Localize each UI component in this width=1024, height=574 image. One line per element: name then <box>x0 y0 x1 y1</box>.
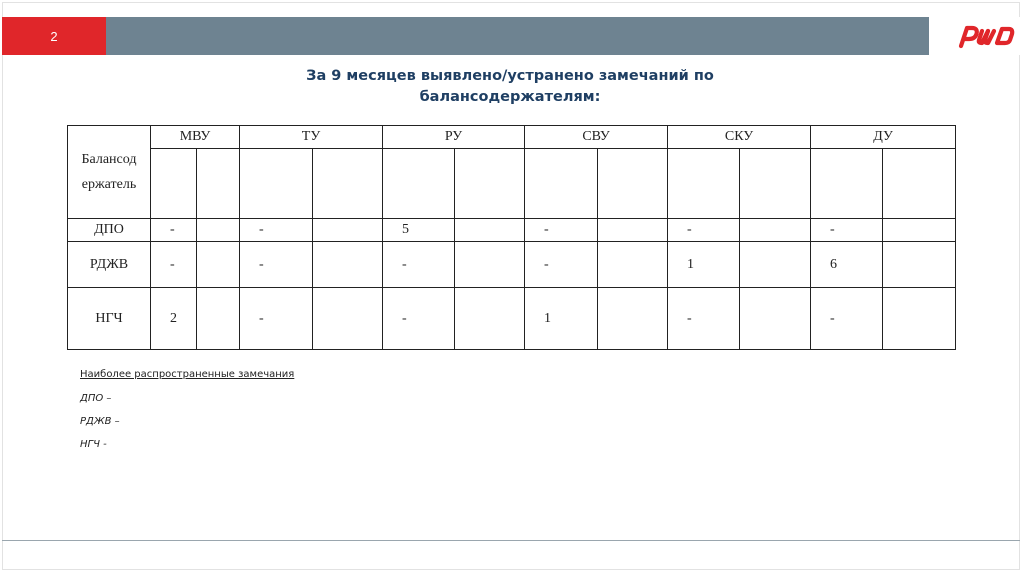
sub-cell <box>668 149 740 219</box>
cell-value: - <box>668 218 740 241</box>
page-title <box>230 66 790 108</box>
sub-cell <box>598 288 668 350</box>
cell-value: - <box>383 242 455 288</box>
sub-cell <box>740 288 811 350</box>
row-label: ДПО <box>68 218 151 241</box>
bottom-divider <box>2 540 1020 541</box>
sub-cell <box>883 218 956 241</box>
cell-value: 2 <box>151 288 197 350</box>
notes-section <box>80 369 294 462</box>
sub-cell <box>883 149 956 219</box>
table-row <box>68 288 956 350</box>
notes-heading: Наиболее распространенные замечания <box>80 369 295 380</box>
cell-value: 6 <box>811 242 883 288</box>
title-line-2: балансодержателям: <box>419 89 601 105</box>
row-label: НГЧ <box>68 288 151 350</box>
column-header-sku: СКУ <box>668 126 811 149</box>
sub-cell <box>313 242 383 288</box>
cell-value: - <box>668 288 740 350</box>
rzd-logo <box>929 17 1020 55</box>
sub-cell <box>598 149 668 219</box>
page-number: 2 <box>2 17 106 55</box>
cell-value: - <box>151 218 197 241</box>
sub-cell <box>598 242 668 288</box>
notes-item-rdzhv: РДЖВ – <box>80 416 120 427</box>
column-header-svu: СВУ <box>525 126 668 149</box>
sub-cell <box>455 218 525 241</box>
column-header-du: ДУ <box>811 126 956 149</box>
sub-cell <box>455 149 525 219</box>
cell-value: - <box>240 218 313 241</box>
cell-value: 5 <box>383 218 455 241</box>
sub-cell <box>197 242 240 288</box>
sub-cell <box>197 218 240 241</box>
sub-cell <box>455 242 525 288</box>
table-row <box>68 242 956 288</box>
sub-cell <box>740 242 811 288</box>
sub-cell <box>313 288 383 350</box>
table-row <box>68 218 956 241</box>
sub-cell <box>740 149 811 219</box>
cell-value: - <box>151 242 197 288</box>
sub-cell <box>811 149 883 219</box>
cell-value: - <box>525 242 598 288</box>
cell-value: - <box>525 218 598 241</box>
sub-cell <box>313 218 383 241</box>
sub-cell <box>197 149 240 219</box>
cell-value: - <box>811 218 883 241</box>
cell-value: - <box>240 242 313 288</box>
sub-cell <box>883 242 956 288</box>
sub-cell <box>313 149 383 219</box>
title-line-1: За 9 месяцев выявлено/устранено замечаний по <box>306 68 714 84</box>
sub-cell <box>240 149 313 219</box>
cell-value: - <box>240 288 313 350</box>
notes-item-ngch: НГЧ - <box>80 439 107 450</box>
sub-cell <box>883 288 956 350</box>
sub-cell <box>455 288 525 350</box>
balance-holder-table <box>67 125 956 350</box>
cell-value: 1 <box>525 288 598 350</box>
sub-cell <box>740 218 811 241</box>
notes-item-dpo: ДПО – <box>80 393 112 404</box>
row-label: РДЖВ <box>68 242 151 288</box>
sub-cell <box>383 149 455 219</box>
rzd-logo-icon <box>957 23 1017 49</box>
header-bar <box>2 17 1020 55</box>
column-header-ru: РУ <box>383 126 525 149</box>
cell-value: - <box>811 288 883 350</box>
sub-cell <box>525 149 598 219</box>
row-header-label: Балансод ержатель <box>68 126 151 219</box>
column-header-tu: ТУ <box>240 126 383 149</box>
sub-cell <box>598 218 668 241</box>
sub-cell <box>197 288 240 350</box>
cell-value: 1 <box>668 242 740 288</box>
column-header-mvu: МВУ <box>151 126 240 149</box>
sub-cell <box>151 149 197 219</box>
cell-value: - <box>383 288 455 350</box>
